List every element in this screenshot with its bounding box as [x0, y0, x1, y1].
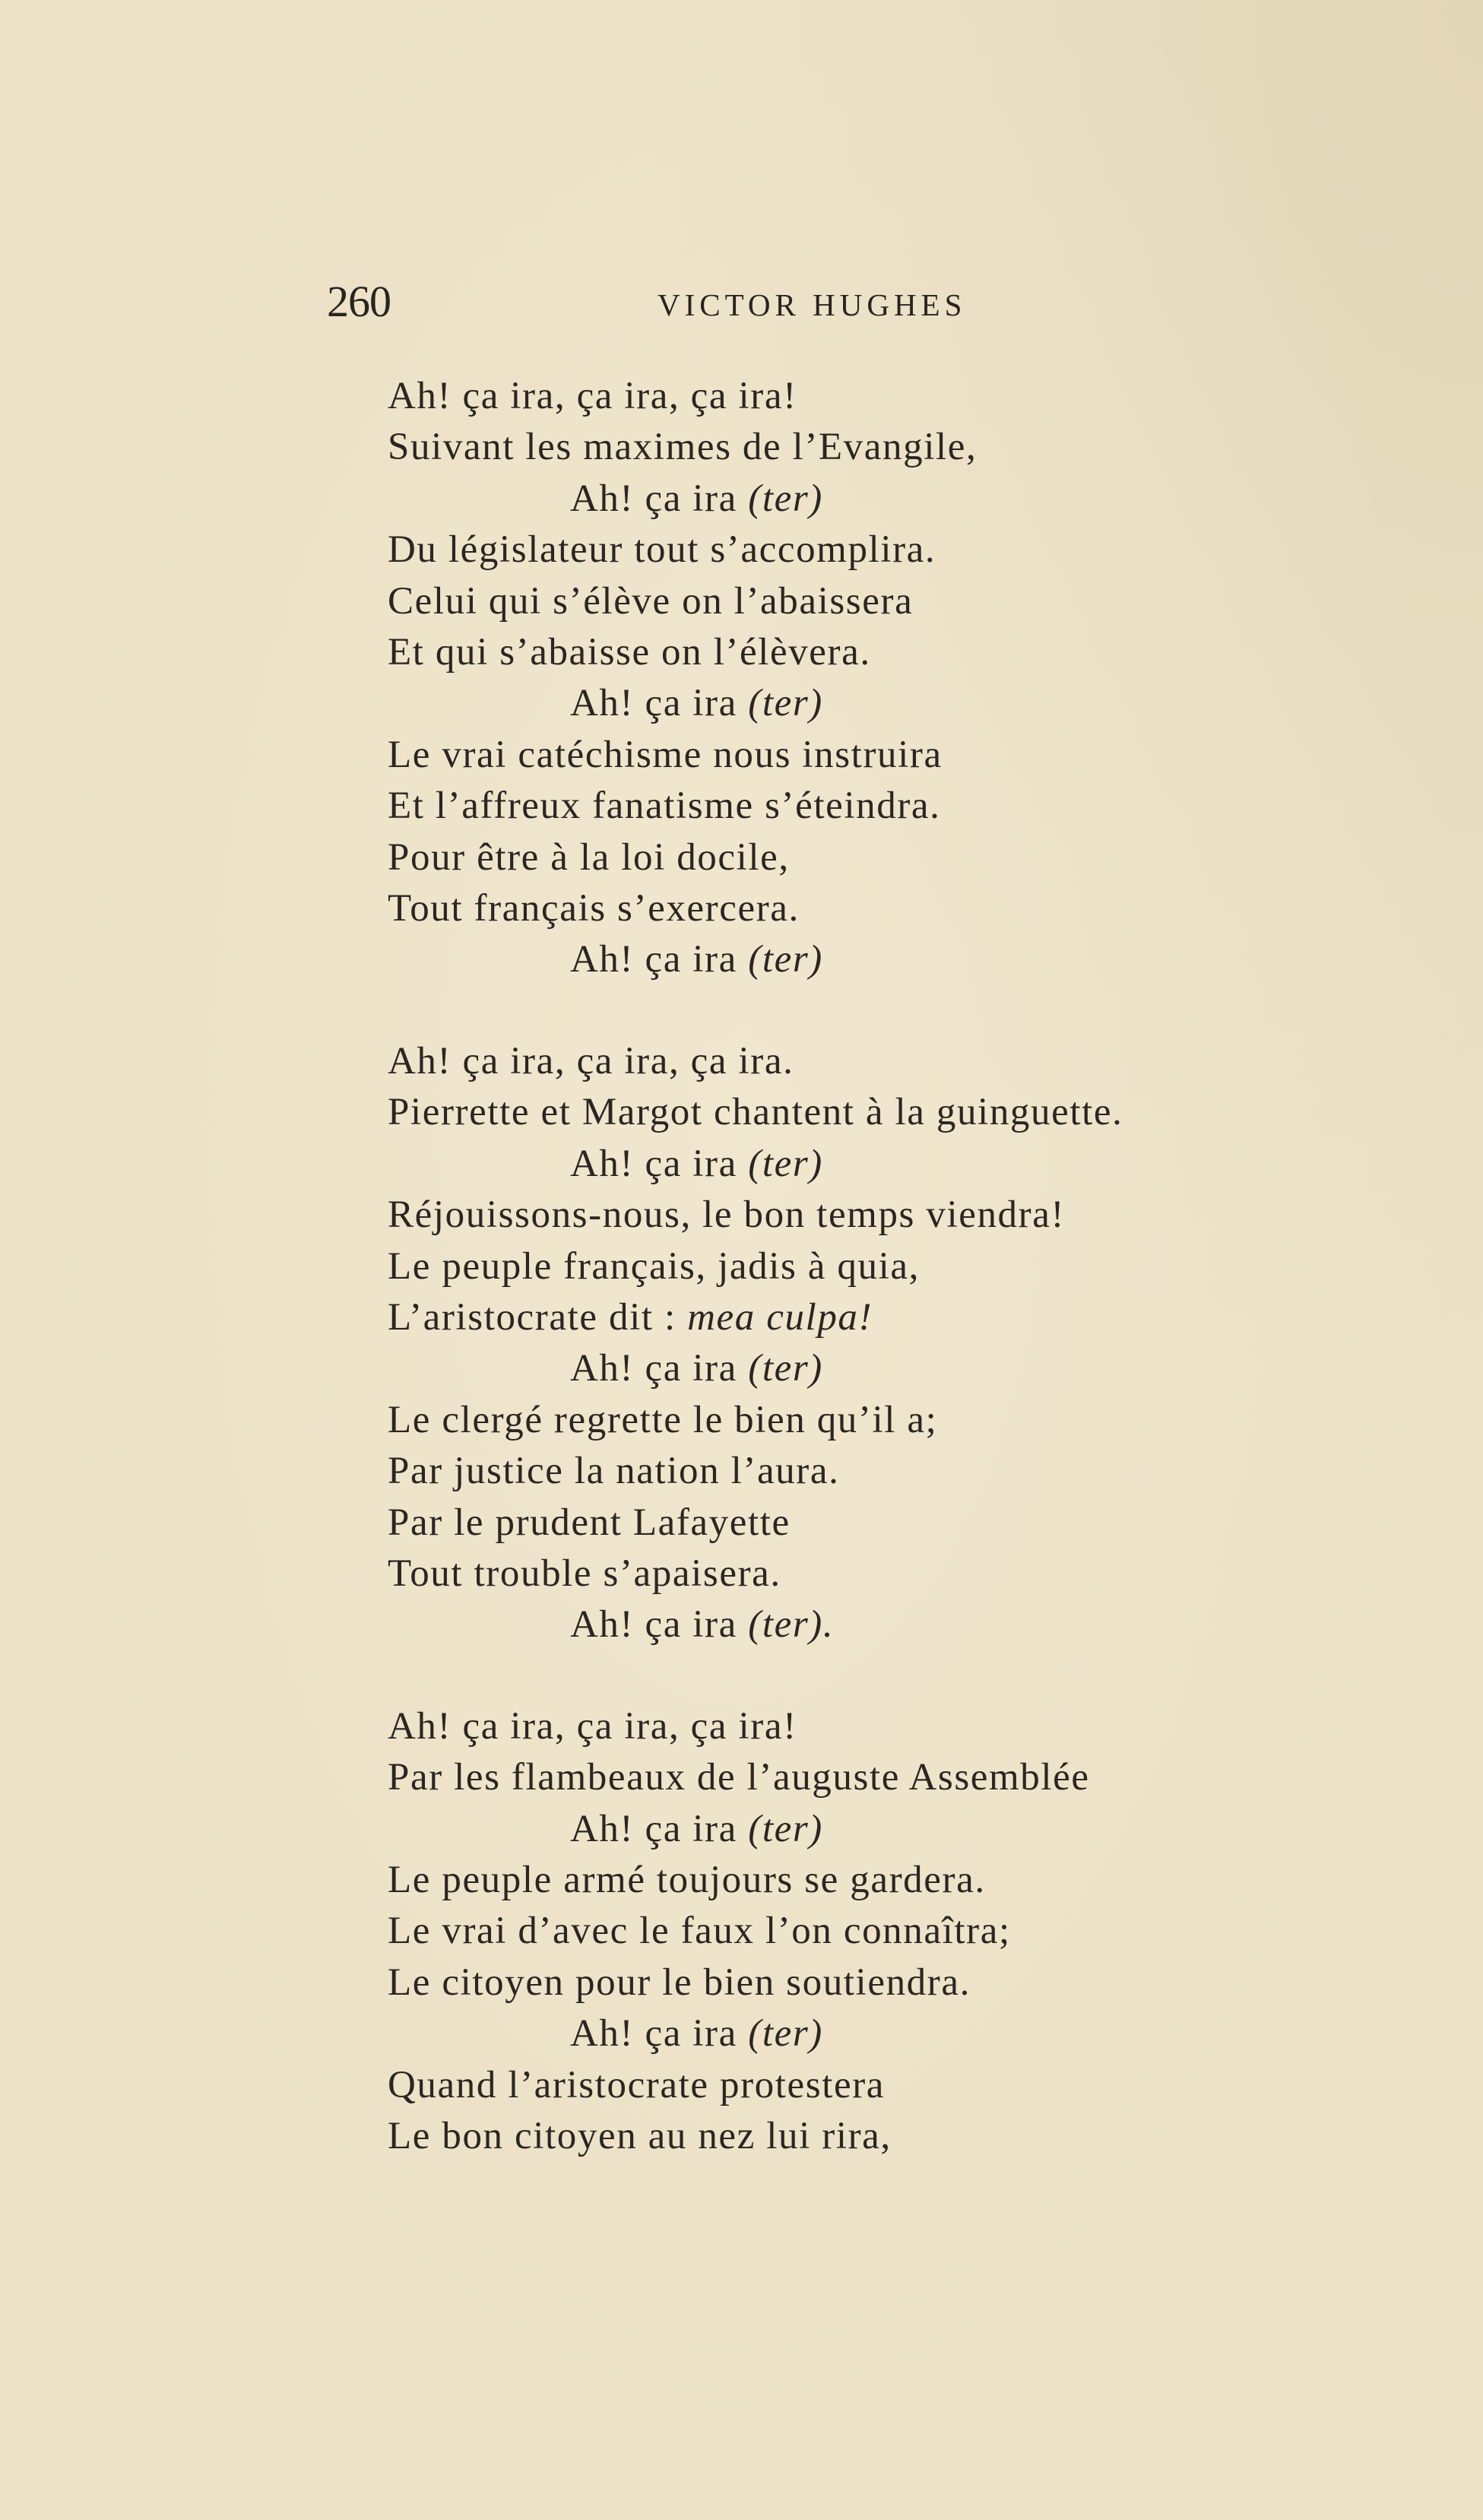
verse-text: L’aristocrate dit : [388, 1295, 688, 1339]
refrain-ter-mark: (ter) [748, 938, 823, 981]
verse-line: Le citoyen pour le bien soutiendra. [388, 1961, 971, 2004]
refrain-ter-mark: (ter) [748, 477, 823, 520]
page-number: 260 [327, 277, 391, 326]
stanza [388, 1701, 1338, 2163]
refrain-text: Ah! ça ira [570, 1603, 749, 1647]
refrain-text: Ah! ça ira [570, 477, 749, 520]
refrain-line [388, 1599, 1338, 1650]
verse-line: Le vrai d’avec le faux l’on connaîtra; [388, 1910, 1011, 1953]
refrain-line [388, 474, 1338, 525]
refrain-line [388, 1139, 1338, 1190]
poem [388, 371, 1338, 2212]
refrain-text: Ah! ça ira [570, 1807, 749, 1850]
refrain-text: Ah! ça ira [570, 2012, 749, 2056]
verse-line: Le vrai catéchisme nous instruira [388, 733, 943, 776]
verse-line: Tout français s’exercera. [388, 887, 800, 930]
verse-line: Le clergé regrette le bien qu’il a; [388, 1398, 938, 1441]
verse-line: Pierrette et Margot chantent à la guinguette. [388, 1091, 1123, 1134]
stanza [388, 371, 1338, 986]
verse-line: Celui qui s’élève on l’abaissera [388, 579, 914, 623]
verse-line: Ah! ça ira, ça ira, ça ira! [388, 1704, 797, 1748]
running-head [327, 275, 1026, 328]
refrain-text: Ah! ça ira [570, 682, 749, 725]
refrain-ter-mark: (ter) [748, 1807, 823, 1850]
refrain-line [388, 1804, 1338, 1855]
refrain-text: Ah! ça ira [570, 1142, 749, 1185]
verse-line: Par les flambeaux de l’auguste Assemblée [388, 1756, 1090, 1799]
refrain-line [388, 934, 1338, 985]
verse-line: Du législateur tout s’accomplira. [388, 528, 936, 572]
verse-line: Par justice la nation l’aura. [388, 1450, 840, 1493]
verse-line: Ah! ça ira, ça ira, ça ira. [388, 1039, 794, 1082]
verse-line: Et l’affreux fanatisme s’éteindra. [388, 785, 941, 828]
refrain-ter-mark: (ter) [748, 682, 823, 725]
refrain-ter-mark: (ter) [748, 2012, 823, 2056]
verse-line: Et qui s’abaisse on l’élèvera. [388, 631, 871, 674]
refrain-line [388, 1343, 1338, 1394]
refrain-text: Ah! ça ira [570, 938, 749, 981]
stanza [388, 1036, 1338, 1651]
verse-line: Pour être à la loi docile, [388, 835, 790, 879]
refrain-ter-mark: (ter) [748, 1142, 823, 1185]
verse-line: Le bon citoyen au nez lui rira, [388, 2115, 892, 2157]
verse-line: Tout trouble s’apaisera. [388, 1552, 781, 1595]
refrain-ter-mark: (ter). [748, 1603, 835, 1647]
running-title: VICTOR HUGHES [658, 287, 967, 322]
verse-line: Le peuple armé toujours se gardera. [388, 1858, 986, 1901]
verse-line: Ah! ça ira, ça ira, ça ira! [388, 375, 797, 417]
verse-line: Par le prudent Lafayette [388, 1501, 791, 1544]
refrain-text: Ah! ça ira [570, 1347, 749, 1390]
verse-italic-text: mea culpa! [687, 1295, 873, 1339]
refrain-line [388, 2008, 1338, 2059]
verse-line: Suivant les maximes de l’Evangile, [388, 426, 978, 469]
verse-line: Réjouissons-nous, le bon temps viendra! [388, 1193, 1066, 1237]
verse-line: Le peuple français, jadis à quia, [388, 1244, 920, 1288]
verse-line: Quand l’aristocrate protestera [388, 2063, 886, 2106]
refrain-line [388, 678, 1338, 729]
verse-line [388, 1292, 1338, 1343]
refrain-ter-mark: (ter) [748, 1347, 823, 1390]
